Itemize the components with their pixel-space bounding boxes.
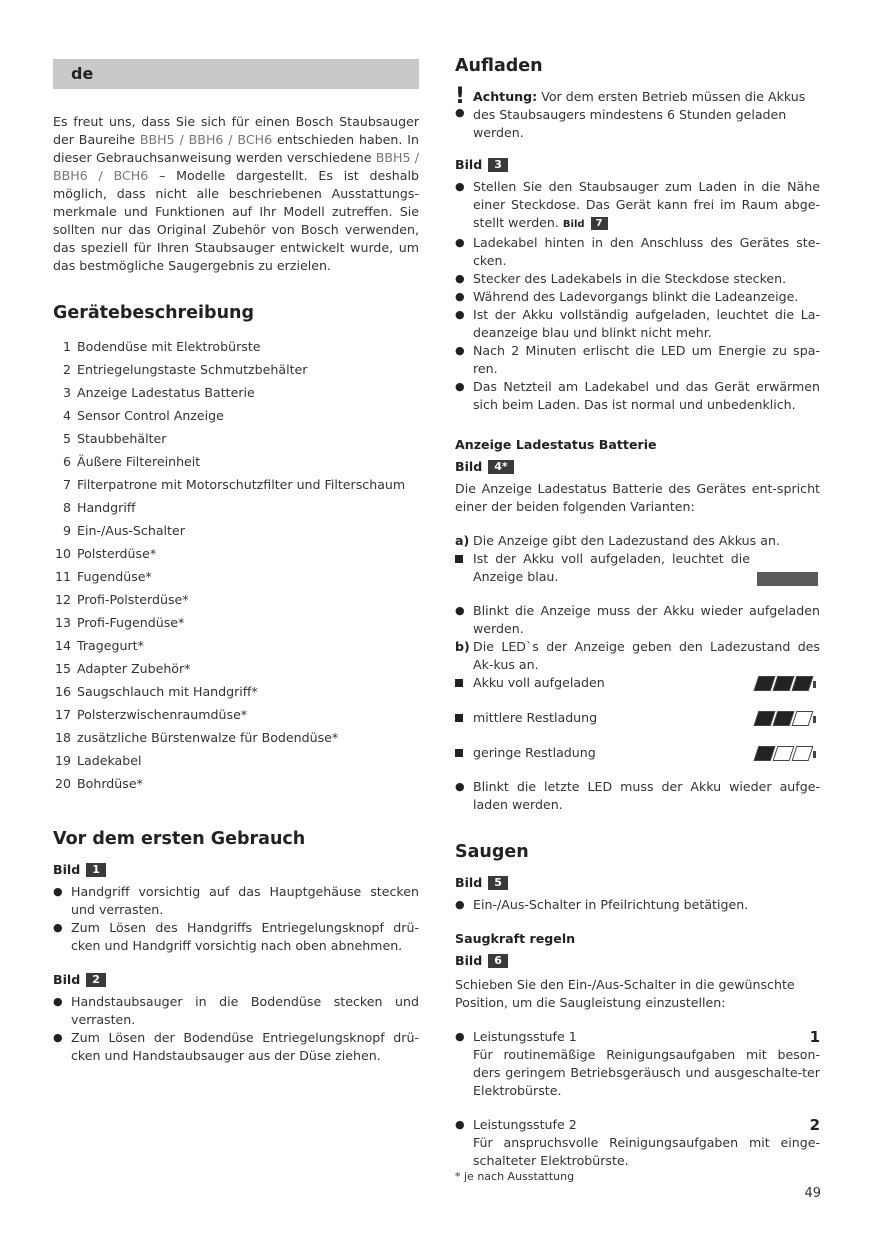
saugen-heading: Saugen	[455, 842, 529, 862]
aufladen-heading: Aufladen	[455, 56, 543, 76]
stufe-1: ● Leistungsstufe 1 1 Für routinemäßige Reinigungsaufgaben mit beson-ders geringem Betriebsgeräusch und ausgeschalte-ter Elektrobürste.	[455, 1028, 820, 1098]
list-item: ● Handgriff vorsichtig auf das Hauptgehäuse stecken und verrasten.	[53, 884, 419, 917]
bild-6-number: 6	[488, 954, 508, 968]
battery-level-item: Akku voll aufgeladen	[455, 674, 820, 709]
geraete-item: 11 Fugendüse*	[54, 569, 152, 584]
geraete-item: 19 Ladekabel	[54, 753, 142, 768]
variant-a: a) Die Anzeige gibt den Ladezustand des Akkus an.	[455, 533, 780, 548]
geraete-heading: Gerätebeschreibung	[53, 303, 255, 323]
geraete-item: 3 Anzeige Ladestatus Batterie	[62, 385, 255, 400]
bild-4-number: 4*	[488, 460, 513, 474]
list-item: ● Während des Ladevorgangs blinkt die Ladeanzeige.	[455, 289, 799, 304]
bild-4-label: Bild 4*	[455, 458, 820, 476]
geraete-item: 9 Ein-/Aus-Schalter	[62, 523, 185, 538]
variant-a-list	[455, 532, 820, 674]
geraete-item: 12 Profi-Polsterdüse*	[54, 592, 189, 607]
battery-segment	[792, 676, 814, 691]
geraete-item: 17 Polsterzwischenraumdüse*	[54, 707, 248, 722]
battery-full-indicator	[757, 572, 818, 591]
list-item: ● Zum Lösen der Bodendüse Entriegelungsknopf drü-cken und Handstaubsauger aus der Düse ziehen.	[53, 1030, 419, 1063]
stufe-2: ● Leistungsstufe 2 2 Für anspruchsvolle Reinigungsaufgaben mit einge-schalteter Elektrobürste.	[455, 1116, 820, 1168]
bild-7-number: 7	[591, 217, 608, 230]
list-item: ● Nach 2 Minuten erlischt die LED um Energie zu spa-ren.	[455, 343, 820, 376]
geraete-item: 10 Polsterdüse*	[54, 546, 157, 561]
vor-gebrauch-heading: Vor dem ersten Gebrauch	[53, 829, 306, 849]
battery-level-item: geringe Restladung	[455, 744, 820, 762]
warning-icon: !	[455, 84, 466, 109]
bild-6-label: Bild 6	[455, 952, 820, 970]
battery-segments-icon	[756, 676, 816, 696]
geraete-item: 15 Adapter Zubehör*	[54, 661, 191, 676]
list-item: ● Ist der Akku vollständig aufgeladen, leuchtet die La-deanzeige blau und blinkt nicht mehr.	[455, 307, 820, 340]
bild-5-number: 5	[488, 876, 508, 890]
language-tag: de	[53, 59, 419, 89]
list-item: ● Zum Lösen des Handgriffs Entriegelungsknopf drü-cken und Handgriff vorsichtig nach oben abnehmen.	[53, 920, 419, 953]
geraete-item: 2 Entriegelungstaste Schmutzbehälter	[62, 362, 308, 377]
variant-a-item: Ist der Akku voll aufgeladen, leuchtet die Anzeige blau.	[455, 550, 820, 586]
vor-gebrauch-list-1	[53, 883, 419, 955]
geraete-item: 5 Staubbehälter	[62, 431, 167, 446]
list-item: ● Handstaubsauger in die Bodendüse stecken und verrasten.	[53, 994, 419, 1027]
stufe-1-number: 1	[809, 1028, 820, 1046]
bild-1-number: 1	[86, 863, 106, 877]
variant-b-blink: ● Blinkt die letzte LED muss der Akku wieder aufge-laden werden.	[455, 779, 820, 812]
battery-segment	[792, 711, 814, 726]
geraete-item: 1 Bodendüse mit Elektrobürste	[62, 339, 261, 354]
geraete-list	[53, 335, 419, 795]
list-item: ● Stecker des Ladekabels in die Steckdose stecken.	[455, 271, 787, 286]
bild-3-label: Bild 3	[455, 156, 820, 174]
geraete-item: 4 Sensor Control Anzeige	[62, 408, 224, 423]
saugkraft-heading: Saugkraft regeln	[455, 931, 576, 946]
intro-paragraph: Es freut uns, dass Sie sich für einen Bosch Staubsauger der Baureihe BBH5 / BBH6 / BCH6 entschieden haben. In dieser Gebrauchsanweisung werden verschiedene BBH5 / BBH6 / BCH6 – Modelle dargestellt. Es ist deshalb möglich, dass nicht alle beschriebenen Ausstattungs-merkmale und Funktionen auf Ihr Modell zutreffen. Sie sollten nur das Original Zubehör von Bosch verwenden, das speziell für Ihren Staubsauger entwickelt wurde, um das bestmögliche Saugergebnis zu erzielen.	[53, 114, 419, 273]
battery-level-item: mittlere Restladung	[455, 709, 820, 744]
geraete-item: 18 zusätzliche Bürstenwalze für Bodendüse*	[54, 730, 339, 745]
bild-2-label: Bild 2	[53, 971, 419, 989]
geraete-item: 13 Profi-Fugendüse*	[54, 615, 185, 630]
list-item: ● Ein-/Aus-Schalter in Pfeilrichtung betätigen.	[455, 897, 749, 912]
left-column	[53, 59, 419, 1065]
bild-1-label: Bild 1	[53, 861, 419, 879]
geraete-item: 16 Saugschlauch mit Handgriff*	[54, 684, 258, 699]
stufe-2-number: 2	[809, 1116, 820, 1134]
aufladen-list-rest	[455, 234, 820, 414]
warning-text: Achtung: Vor dem ersten Betrieb müssen die Akkus des Staubsaugers mindestens 6 Stunden geladen werden.	[473, 89, 806, 140]
page-number: 49	[804, 1186, 821, 1201]
list-item: ● Ladekabel hinten in den Anschluss des Gerätes ste-cken.	[455, 235, 820, 268]
vor-gebrauch-list-2	[53, 993, 419, 1065]
bild-5-label: Bild 5	[455, 874, 820, 892]
stufe-list	[455, 1028, 820, 1170]
geraete-item: 7 Filterpatrone mit Motorschutzfilter und Filterschaum	[62, 477, 406, 492]
geraete-item: 6 Äußere Filtereinheit	[62, 454, 201, 469]
geraete-item: 14 Tragegurt*	[54, 638, 144, 653]
aufladen-list	[455, 178, 820, 234]
list-item: ● Das Netzteil am Ladekabel und das Gerät erwärmen sich beim Laden. Das ist normal und unbedenklich.	[455, 379, 820, 412]
list-item: ● Stellen Sie den Staubsauger zum Laden in die Nähe einer Steckdose. Das Gerät kann frei im Raum abge-stellt werden. Bild 7	[455, 179, 820, 230]
saugen-list	[455, 896, 820, 914]
warning-block	[455, 84, 820, 142]
geraete-item: 20 Bohrdüse*	[54, 776, 143, 791]
anzeige-description: Die Anzeige Ladestatus Batterie des Gerätes ent-spricht einer der beiden folgenden Varianten:	[455, 481, 820, 514]
variant-b: b) Die LED`s der Anzeige geben den Ladezustand des Ak-kus an.	[455, 639, 820, 672]
variant-b-blink-list	[455, 778, 820, 814]
footnote: * je nach Ausstattung	[455, 1170, 575, 1183]
battery-segment	[792, 746, 814, 761]
geraete-item: 8 Handgriff	[62, 500, 136, 515]
right-column	[455, 54, 820, 1184]
battery-segments-icon	[756, 746, 816, 766]
anzeige-heading: Anzeige Ladestatus Batterie	[455, 437, 657, 452]
variant-b-list	[455, 674, 820, 762]
battery-segments-icon	[756, 711, 816, 731]
saugkraft-description: Schieben Sie den Ein-/Aus-Schalter in die gewünschte Position, um die Saugleistung einzustellen:	[455, 977, 795, 1010]
bild-2-number: 2	[86, 973, 106, 987]
variant-a-blink: ● Blinkt die Anzeige muss der Akku wieder aufgeladen werden.	[455, 603, 820, 636]
bullet-icon: ●	[455, 106, 465, 119]
bild-3-number: 3	[488, 158, 508, 172]
